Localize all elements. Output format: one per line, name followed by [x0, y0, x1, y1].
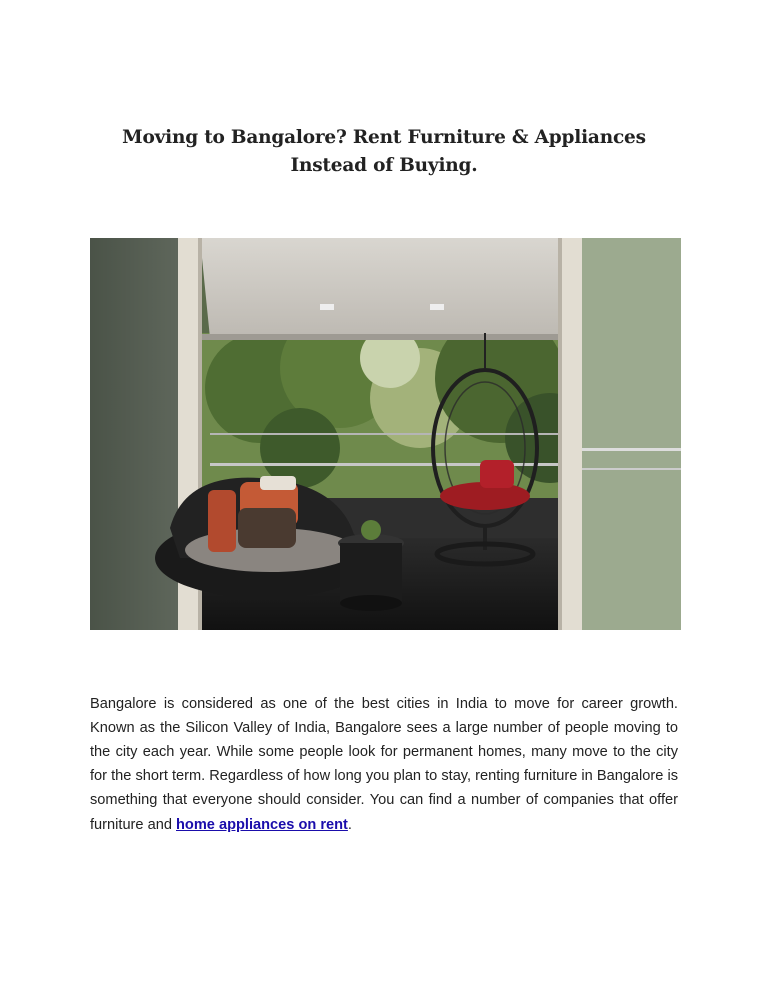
- balcony-photo-icon: [90, 238, 681, 630]
- balcony-photo: [90, 238, 681, 630]
- intro-paragraph: [90, 692, 678, 837]
- paragraph-text: Bangalore is considered as one of the best cities in India to move for career growth. Known as the Silicon Valley of India, Bangalore sees a large number of people moving to the city each year. While some people look for permanent homes, many move to the city for the short term. Regardless of how long you plan to stay, renting furniture in Bangalore is something that everyone should consider. You can find a number of companies that offer furniture and: [90, 695, 678, 833]
- document-title: [90, 124, 678, 180]
- paragraph-trailing: .: [347, 816, 352, 833]
- title-line-1: Moving to Bangalore? Rent Furniture & Appliances: [122, 127, 646, 148]
- home-appliances-link[interactable]: home appliances on rent: [176, 816, 348, 833]
- title-line-2: Instead of Buying.: [290, 155, 478, 176]
